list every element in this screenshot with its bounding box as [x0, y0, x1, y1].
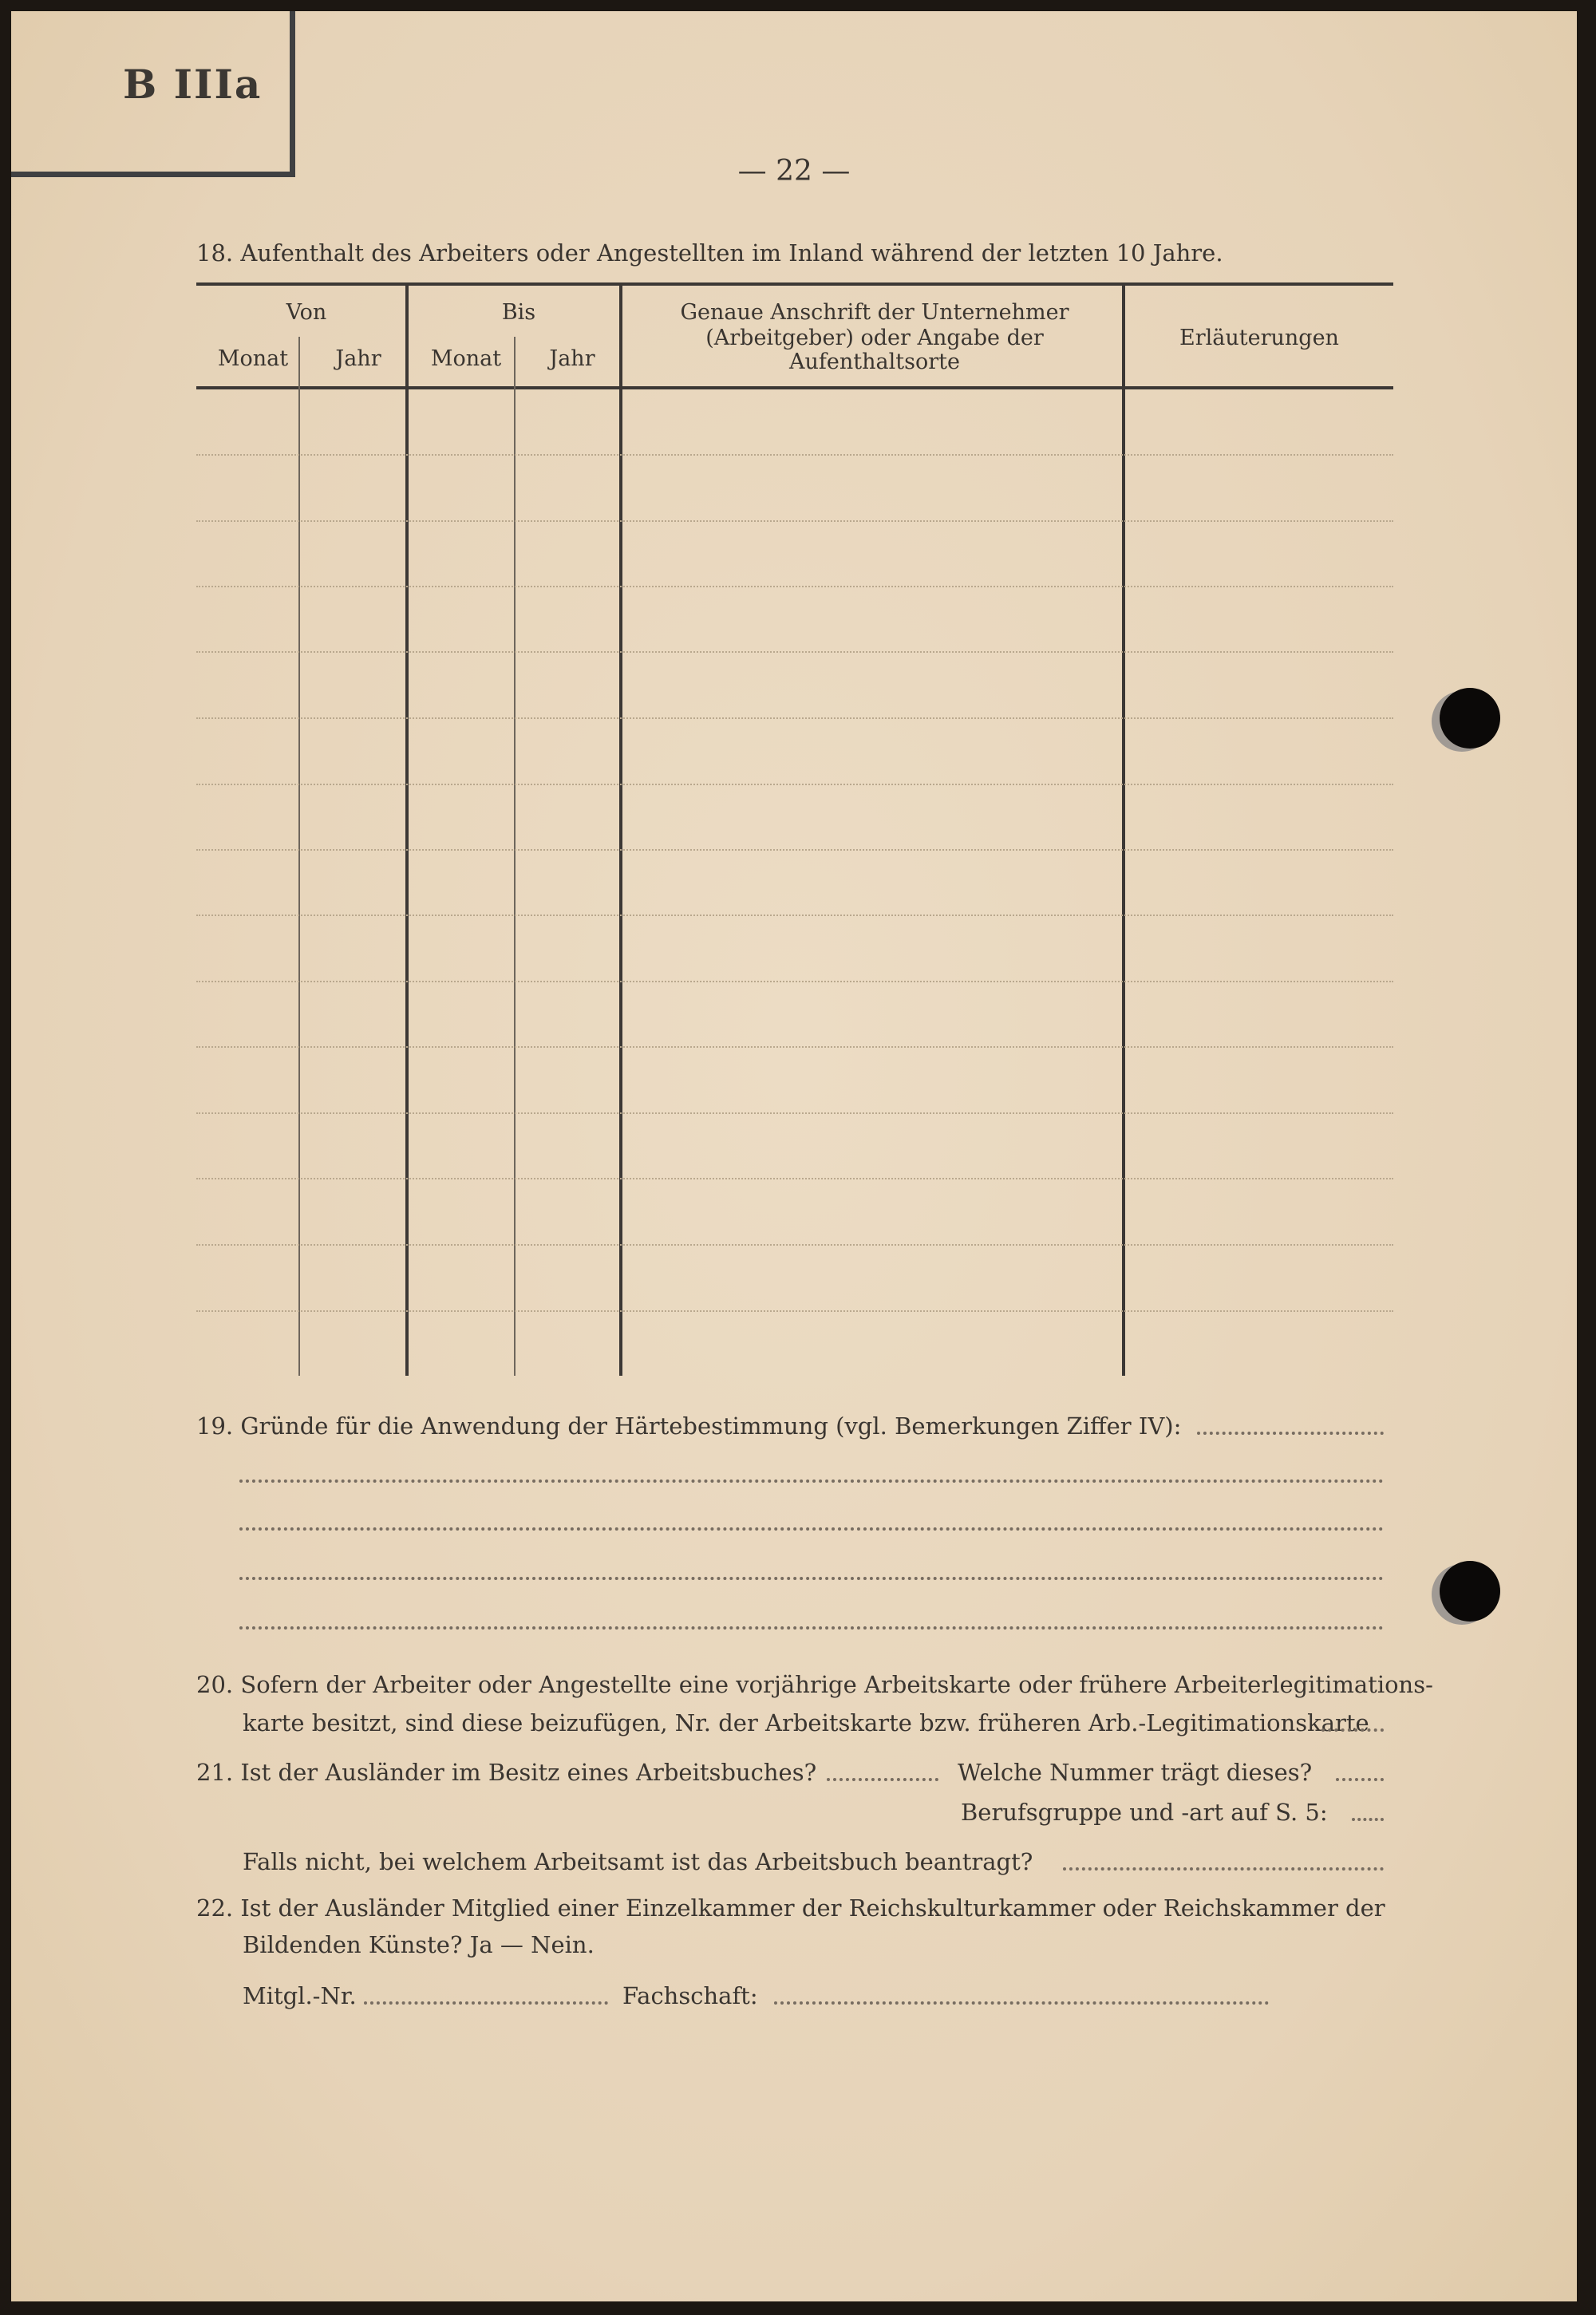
table-row-guide [196, 586, 1393, 587]
header-anschrift-line-3: Aufenthaltsorte [789, 350, 960, 374]
table-row-guide [196, 981, 1393, 982]
table-row-guide [196, 1178, 1393, 1179]
table-row-guide [196, 915, 1393, 916]
table-row-guide [196, 849, 1393, 851]
header-von-jahr: Jahr [335, 346, 381, 371]
section-20-answer-line [1321, 1728, 1384, 1732]
column-separator-anschrift-erlaeuterungen [1122, 282, 1125, 1376]
section-21-answer-line [827, 1778, 938, 1781]
column-separator-bis-anschrift [619, 282, 622, 1376]
table-row-guide [196, 1310, 1393, 1312]
section-21-number-question: Welche Nummer trägt dieses? [958, 1759, 1313, 1786]
section-19-answer-line [239, 1479, 1384, 1483]
section-20-line-1: 20. Sofern der Arbeiter oder Angestellte eine vorjährige Arbeitskarte oder frühere Arbeiterlegitimations- [196, 1671, 1433, 1698]
section-19-answer-line [1197, 1432, 1384, 1435]
table-row-guide [196, 520, 1393, 522]
section-19-answer-line [239, 1577, 1384, 1580]
punch-hole-upper [1440, 688, 1500, 749]
header-von: Von [286, 300, 327, 325]
column-separator-bis-monat-jahr [514, 337, 516, 1376]
table-row-guide [196, 1112, 1393, 1114]
column-separator-von-bis [405, 282, 409, 1376]
trade-answer-line [774, 2001, 1269, 2005]
member-number-label: Mitgl.-Nr. [243, 1982, 357, 2009]
section-stamp [11, 11, 295, 177]
header-erlaeuterungen: Erläuterungen [1179, 326, 1339, 350]
table-row-guide [196, 651, 1393, 653]
stamp-label: B IIIa [123, 61, 263, 108]
section-20-line-2: karte besitzt, sind diese beizufügen, Nr. der Arbeitskarte bzw. früheren Arb.-Legitimationskarte [243, 1709, 1369, 1736]
table-row-guide [196, 1046, 1393, 1048]
header-anschrift-line-2: (Arbeitgeber) oder Angabe der [705, 326, 1044, 350]
column-separator-von-monat-jahr [298, 337, 300, 1376]
table-header-rule [196, 386, 1393, 389]
section-19-answer-line [239, 1527, 1384, 1531]
section-21-occupation-answer-line [1352, 1818, 1384, 1821]
punch-hole-lower [1440, 1561, 1500, 1622]
header-von-monat: Monat [217, 346, 289, 371]
section-21-number-answer-line [1336, 1778, 1384, 1781]
header-bis-jahr: Jahr [549, 346, 595, 371]
trade-label: Fachschaft: [622, 1982, 758, 2009]
header-anschrift-line-1: Genaue Anschrift der Unternehmer [680, 300, 1069, 325]
section-22-line-2: Bildenden Künste? Ja — Nein. [243, 1931, 595, 1958]
table-row-guide [196, 717, 1393, 719]
table-top-rule [196, 282, 1393, 286]
section-19-answer-line [239, 1626, 1384, 1630]
page-number: — 22 — [737, 155, 851, 188]
section-21-question: 21. Ist der Ausländer im Besitz eines Arbeitsbuches? [196, 1759, 817, 1786]
section-21-applied-answer-line [1063, 1867, 1384, 1871]
section-22-line-1: 22. Ist der Ausländer Mitglied einer Einzelkammer der Reichskulturkammer oder Reichskammer der [196, 1894, 1385, 1922]
table-row-guide [196, 454, 1393, 456]
header-bis-monat: Monat [430, 346, 502, 371]
section-21-occupation: Berufsgruppe und -art auf S. 5: [961, 1799, 1328, 1826]
section-18-label: 18. Aufenthalt des Arbeiters oder Angestellten im Inland während der letzten 10 Jahre. [196, 239, 1223, 267]
header-bis: Bis [501, 300, 536, 325]
table-row-guide [196, 784, 1393, 785]
member-number-answer-line [364, 2001, 608, 2005]
section-19-label: 19. Gründe für die Anwendung der Härtebestimmung (vgl. Bemerkungen Ziffer IV): [196, 1412, 1182, 1440]
form-page [11, 11, 1577, 2301]
section-21-applied: Falls nicht, bei welchem Arbeitsamt ist das Arbeitsbuch beantragt? [243, 1848, 1033, 1875]
table-row-guide [196, 1244, 1393, 1246]
